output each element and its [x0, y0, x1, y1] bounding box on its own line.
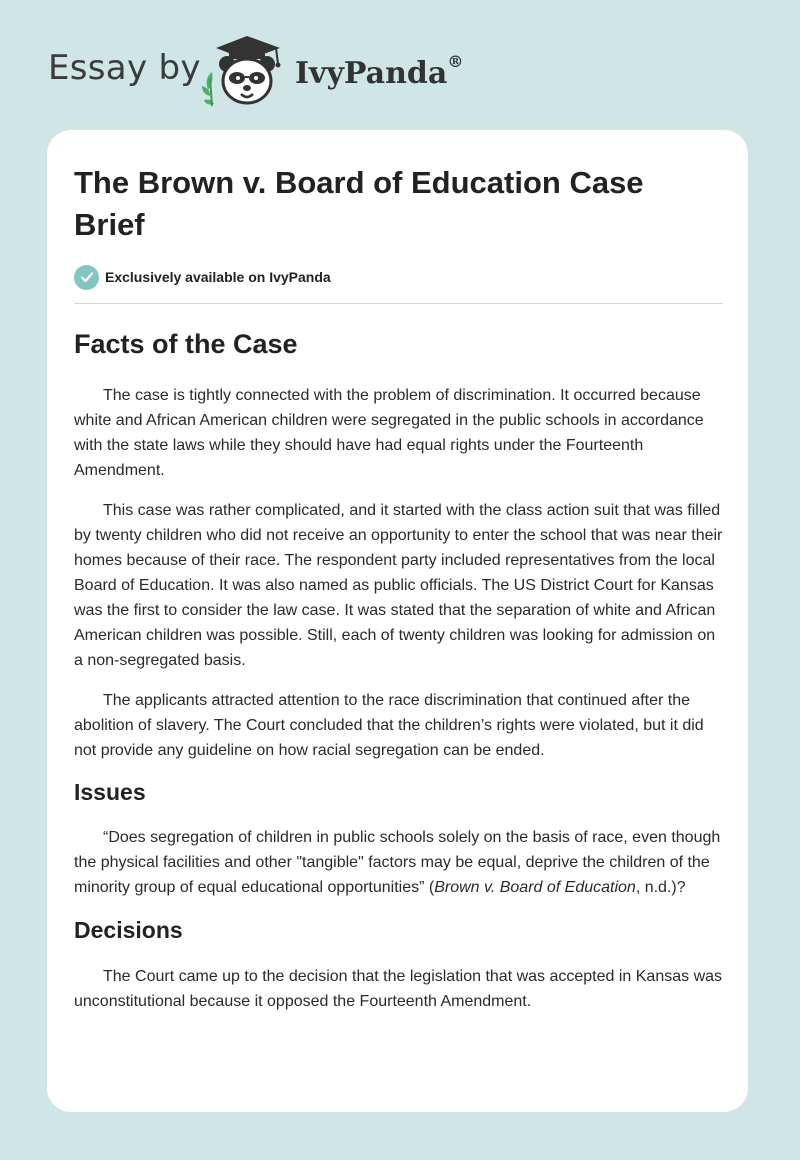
paragraph: The applicants attracted attention to the race discrimination that continued after the abolition of slavery. The Court concluded that the children’s rights were violated, but it did not provide any guideline on how racial segregation can be ended.: [74, 692, 704, 759]
check-icon: [74, 265, 99, 290]
brand-label: IvyPanda: [295, 56, 448, 91]
panda-graduate-icon[interactable]: [202, 34, 292, 108]
registered-mark: ®: [447, 52, 464, 71]
paragraph: The Court came up to the decision that the legislation that was accepted in Kansas was unconstitutional because it opposed the Fourteenth Amendment.: [74, 968, 723, 1010]
essay-title: The Brown v. Board of Education Case Brief: [74, 165, 644, 242]
divider: [74, 303, 723, 304]
essay-body: [74, 322, 724, 1014]
paragraph-quote: [74, 825, 724, 900]
section-heading-issues: Issues: [74, 779, 146, 805]
paragraph: This case was rather complicated, and it started with the class action suit that was filled by twenty children who did not receive an opportunity to enter the school that was near their homes because of their race. The respondent party included representatives from the local Board of Education. It was also named as public officials. The US District Court for Kansas was the first to consider the law case. It was stated that the separation of white and African American children was possible. Still, each of twenty children was looking for admission on a non-segregated basis.: [74, 502, 723, 669]
exclusive-badge: [74, 264, 331, 290]
citation-rest: , n.d.)?: [635, 879, 686, 896]
paragraph: The case is tightly connected with the problem of discrimination. It occurred because white and African American children were segregated in the public schools in accordance with the state laws while they should have had equal rights under the Fourteenth Amendment.: [74, 387, 704, 479]
section-heading-facts: Facts of the Case: [74, 329, 298, 359]
essay-by-label: Essay by: [48, 48, 201, 88]
exclusive-label: Exclusively available on IvyPanda: [105, 269, 331, 285]
site-header: [48, 34, 548, 114]
quote-text: “Does segregation of children in public schools solely on the basis of race, even though the physical facilities and other "tangible" factors may be equal, deprive the children of the minority group of equal educational opportunities” (: [74, 829, 721, 896]
essay-card: [47, 130, 748, 1112]
brand-name[interactable]: [295, 52, 464, 91]
citation-title: Brown v. Board of Education: [434, 879, 636, 896]
section-heading-decisions: Decisions: [74, 917, 183, 943]
